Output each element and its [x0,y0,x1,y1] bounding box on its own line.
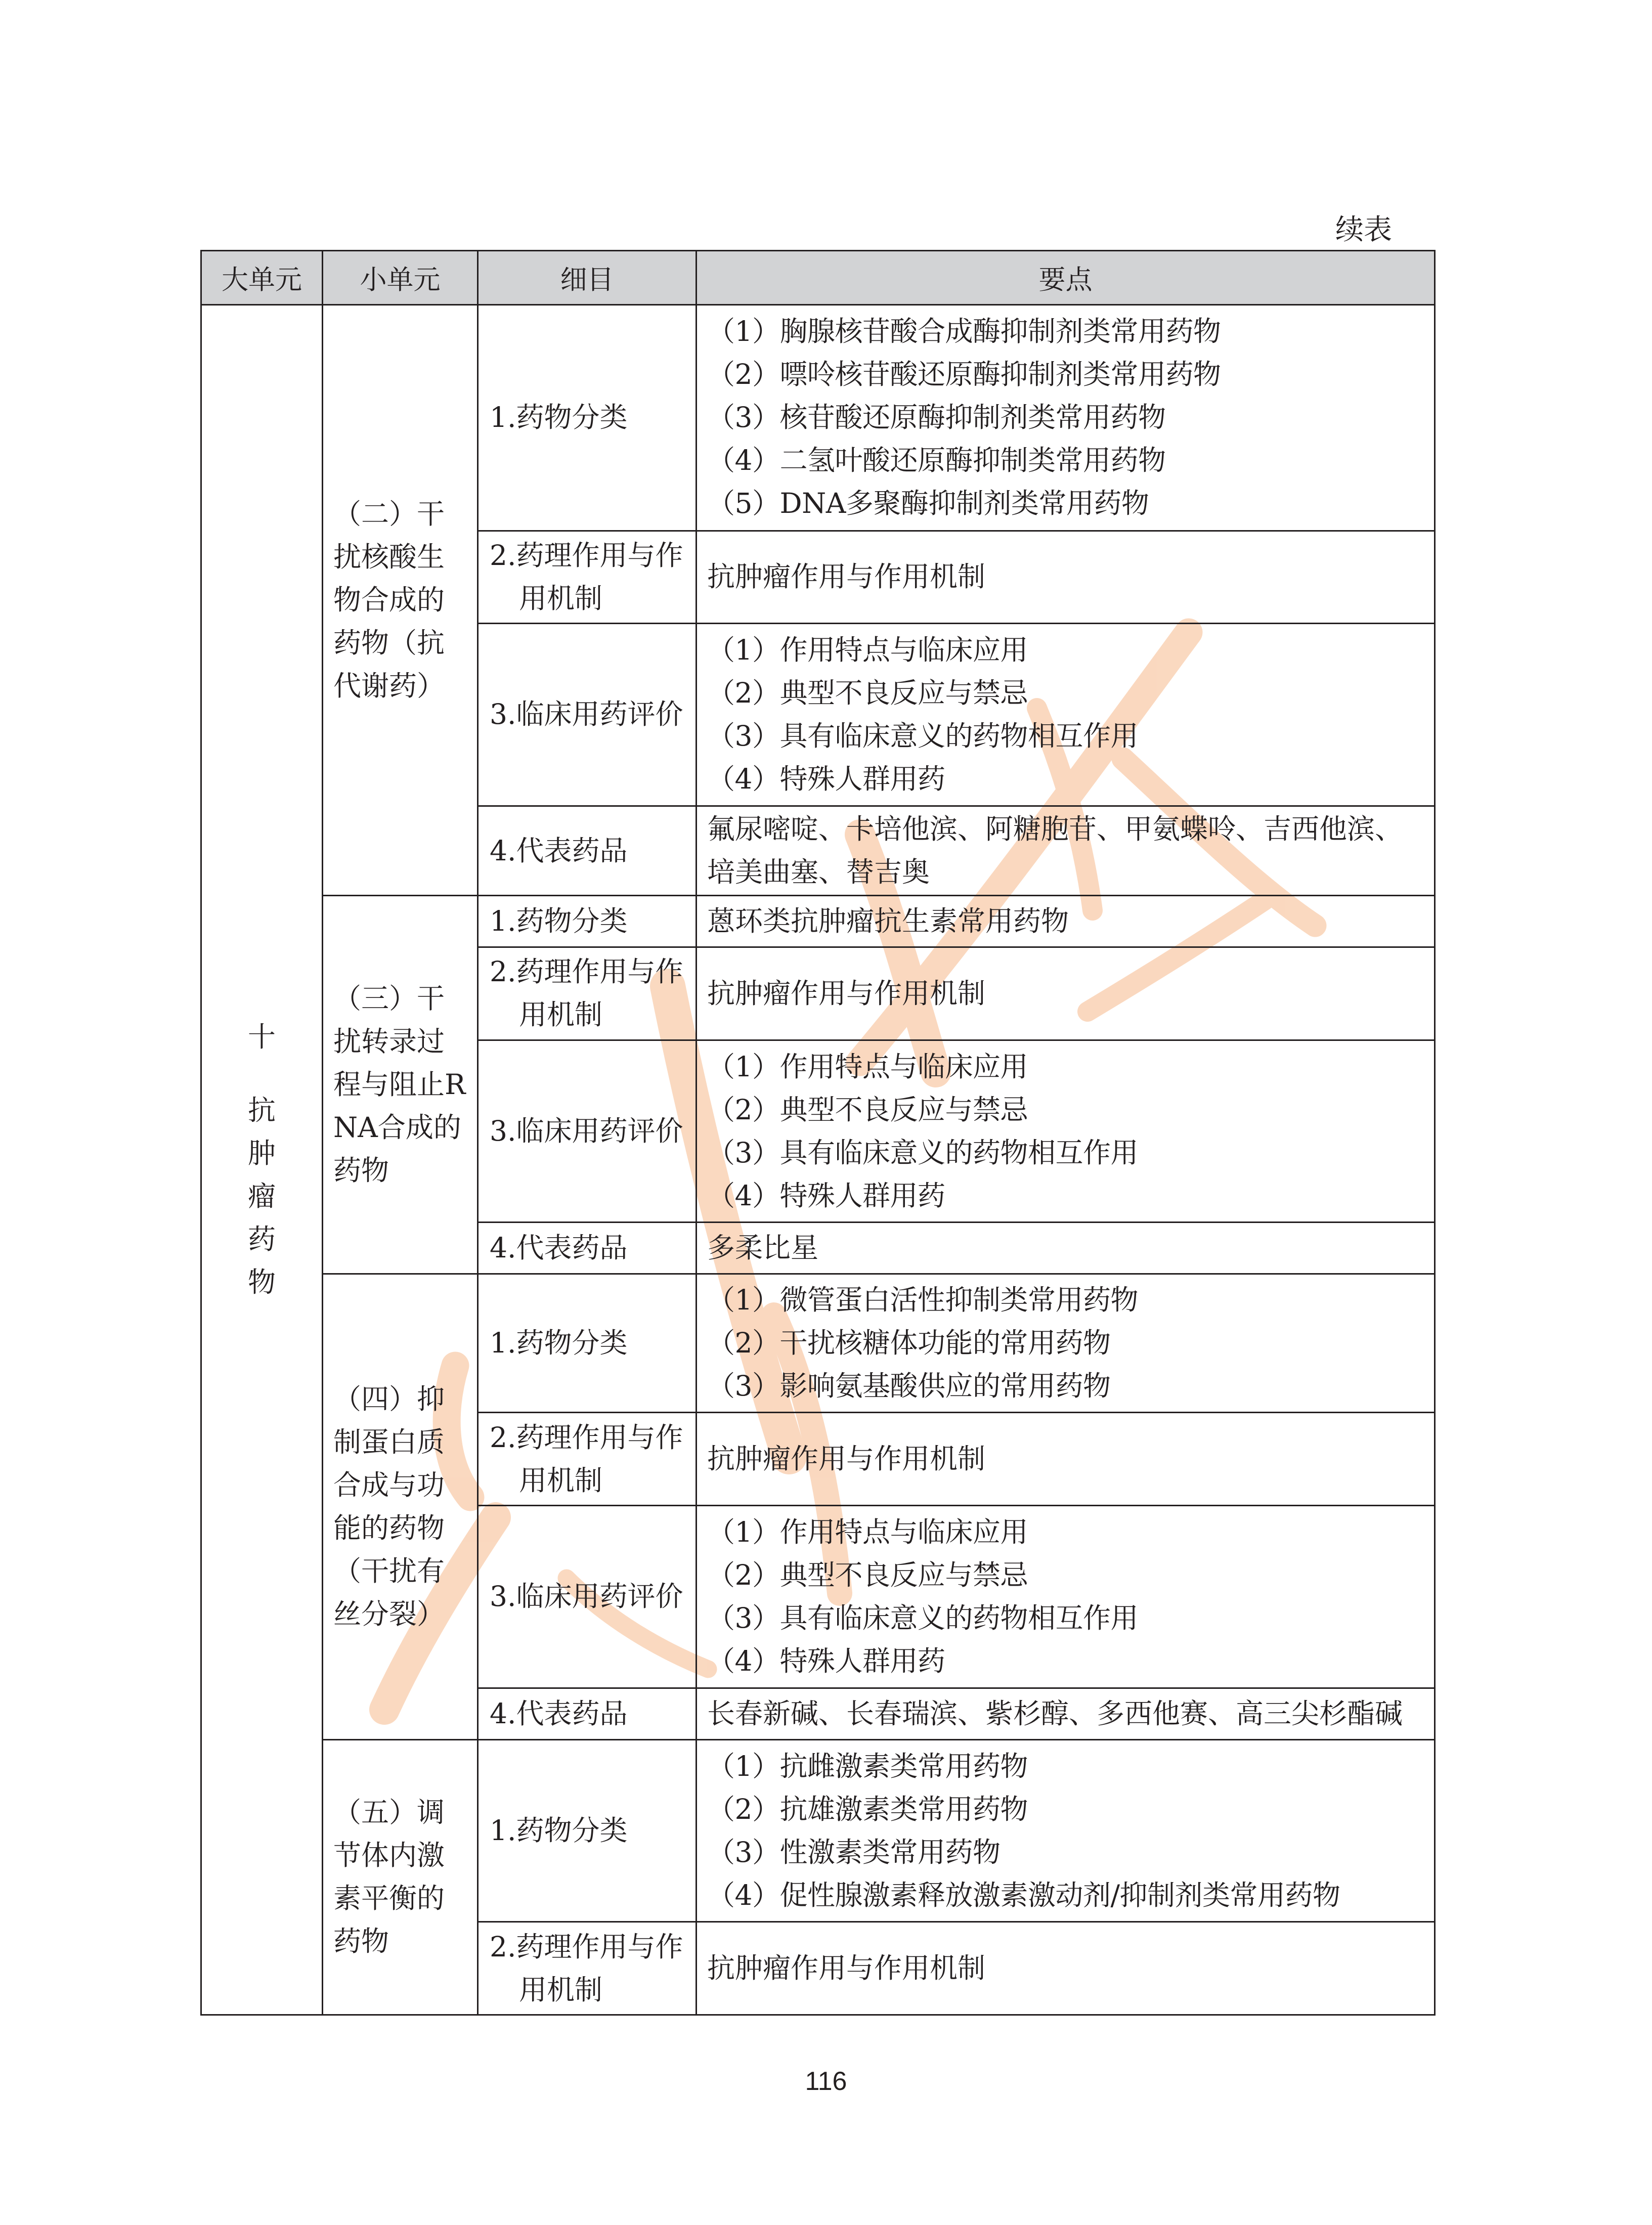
key-points-cell [697,1505,1435,1688]
key-points-cell [697,1922,1435,2015]
item-label: 3.临床用药评价 [490,698,683,731]
key-point: （5）DNA多聚酶抑制剂类常用药物 [707,487,1149,520]
item-cell [478,896,697,947]
item-label: 3.临床用药评价 [490,1580,683,1613]
key-point: （1）胸腺核苷酸合成酶抑制剂类常用药物 [707,315,1221,348]
key-points-cell [697,624,1435,806]
key-point: （2）嘌呤核苷酸还原酶抑制剂类常用药物 [707,358,1221,391]
syllabus-table [200,250,1436,2016]
key-point: （4）特殊人群用药 [707,762,945,795]
item-label: 2.药理作用与作用机制 [490,1421,683,1497]
sub-unit-label: （四）抑制蛋白质合成与功能的药物（干扰有丝分裂） [333,1382,445,1630]
sub-unit-label: （三）干扰转录过程与阻止RNA合成的药物 [333,982,466,1187]
key-point: 抗肿瘤作用与作用机制 [707,1443,986,1475]
key-point: （3）性激素类常用药物 [707,1836,1001,1868]
key-points-cell [697,947,1435,1040]
key-points-cell [697,305,1435,531]
key-points-cell [697,1223,1435,1274]
key-point: （4）促性腺激素释放激素激动剂/抑制剂类常用药物 [707,1879,1340,1911]
item-label: 2.药理作用与作用机制 [490,955,683,1031]
item-cell [478,1688,697,1739]
item-cell [478,1413,697,1505]
item-cell [478,1274,697,1413]
key-point: （4）二氢叶酸还原酶抑制类常用药物 [707,444,1166,477]
item-label: 1.药物分类 [490,1327,628,1360]
table-row [201,1274,1435,1413]
key-points-cell [697,1739,1435,1922]
key-point: 抗肿瘤作用与作用机制 [707,560,986,593]
table-row [201,305,1435,531]
key-point: （1）作用特点与临床应用 [707,1515,1028,1548]
key-point: （2）干扰核糖体功能的常用药物 [707,1327,1111,1360]
key-point: （1）作用特点与临床应用 [707,633,1028,666]
item-label: 1.药物分类 [490,1814,628,1847]
sub-unit-cell [323,896,478,1274]
item-cell [478,1922,697,2015]
sub-unit-label: （五）调节体内激素平衡的药物 [333,1796,445,1958]
item-label: 4.代表药品 [490,834,628,867]
key-points-cell [697,1688,1435,1739]
key-points-cell [697,806,1435,895]
key-point: （3）核苷酸还原酶抑制剂类常用药物 [707,401,1166,434]
item-label: 1.药物分类 [490,401,628,434]
key-points-cell [697,1274,1435,1413]
header-key-points: 要点 [697,251,1435,305]
key-point: （2）抗雄激素类常用药物 [707,1793,1028,1825]
key-point: （1）抗雌激素类常用药物 [707,1750,1028,1782]
item-label: 4.代表药品 [490,1232,628,1264]
key-point: 长春新碱、长春瑞滨、紫杉醇、多西他赛、高三尖杉酯碱 [707,1697,1403,1730]
table-row [201,1739,1435,1922]
key-point: （2）典型不良反应与禁忌 [707,1093,1028,1126]
key-point: （2）典型不良反应与禁忌 [707,1558,1028,1591]
key-points-cell [697,896,1435,947]
item-cell [478,1505,697,1688]
page-number: 116 [805,2067,847,2096]
table-body [201,305,1435,2015]
key-point: （3）具有临床意义的药物相互作用 [707,1601,1138,1634]
item-cell [478,1223,697,1274]
key-points-cell [697,1040,1435,1223]
major-unit-number: 十 [247,1021,276,1053]
continued-label: 续表 [1335,213,1392,246]
key-point: （3）影响氨基酸供应的常用药物 [707,1370,1111,1403]
key-points-cell [697,531,1435,623]
key-point: 蒽环类抗肿瘤抗生素常用药物 [707,905,1069,938]
key-point: 抗肿瘤作用与作用机制 [707,977,986,1010]
item-label: 2.药理作用与作用机制 [490,539,683,615]
item-label: 1.药物分类 [490,905,628,938]
table-row [201,896,1435,947]
key-point: 抗肿瘤作用与作用机制 [707,1952,986,1985]
table-header-row [201,251,1435,305]
key-point: （2）典型不良反应与禁忌 [707,676,1028,709]
sub-unit-cell [323,1274,478,1739]
item-cell [478,1040,697,1223]
key-point: 多柔比星 [707,1232,819,1264]
item-cell [478,806,697,895]
header-sub-unit: 小单元 [323,251,478,305]
header-item: 细目 [478,251,697,305]
item-cell [478,531,697,623]
item-label: 4.代表药品 [490,1697,628,1730]
key-point: （3）具有临床意义的药物相互作用 [707,719,1138,752]
item-cell [478,624,697,806]
key-points-cell [697,1413,1435,1505]
key-point: （4）特殊人群用药 [707,1179,945,1212]
sub-unit-cell [323,305,478,896]
sub-unit-label: （二）干扰核酸生物合成的药物（抗代谢药） [333,498,445,703]
key-point: （1）作用特点与临床应用 [707,1050,1028,1083]
item-cell [478,1739,697,1922]
item-label: 3.临床用药评价 [490,1115,683,1147]
key-point: 氟尿嘧啶、卡培他滨、阿糖胞苷、甲氨蝶呤、吉西他滨、培美曲塞、替吉奥 [707,813,1403,889]
item-cell [478,947,697,1040]
key-point: （1）微管蛋白活性抑制类常用药物 [707,1284,1138,1317]
header-major-unit: 大单元 [201,251,323,305]
sub-unit-cell [323,1739,478,2015]
item-cell [478,305,697,531]
item-label: 2.药理作用与作用机制 [490,1930,683,2006]
major-unit-name: 抗 肿 瘤 药 物 [247,1094,276,1298]
key-point: （4）特殊人群用药 [707,1644,945,1677]
key-point: （3）具有临床意义的药物相互作用 [707,1136,1138,1169]
major-unit-cell [201,305,323,2015]
